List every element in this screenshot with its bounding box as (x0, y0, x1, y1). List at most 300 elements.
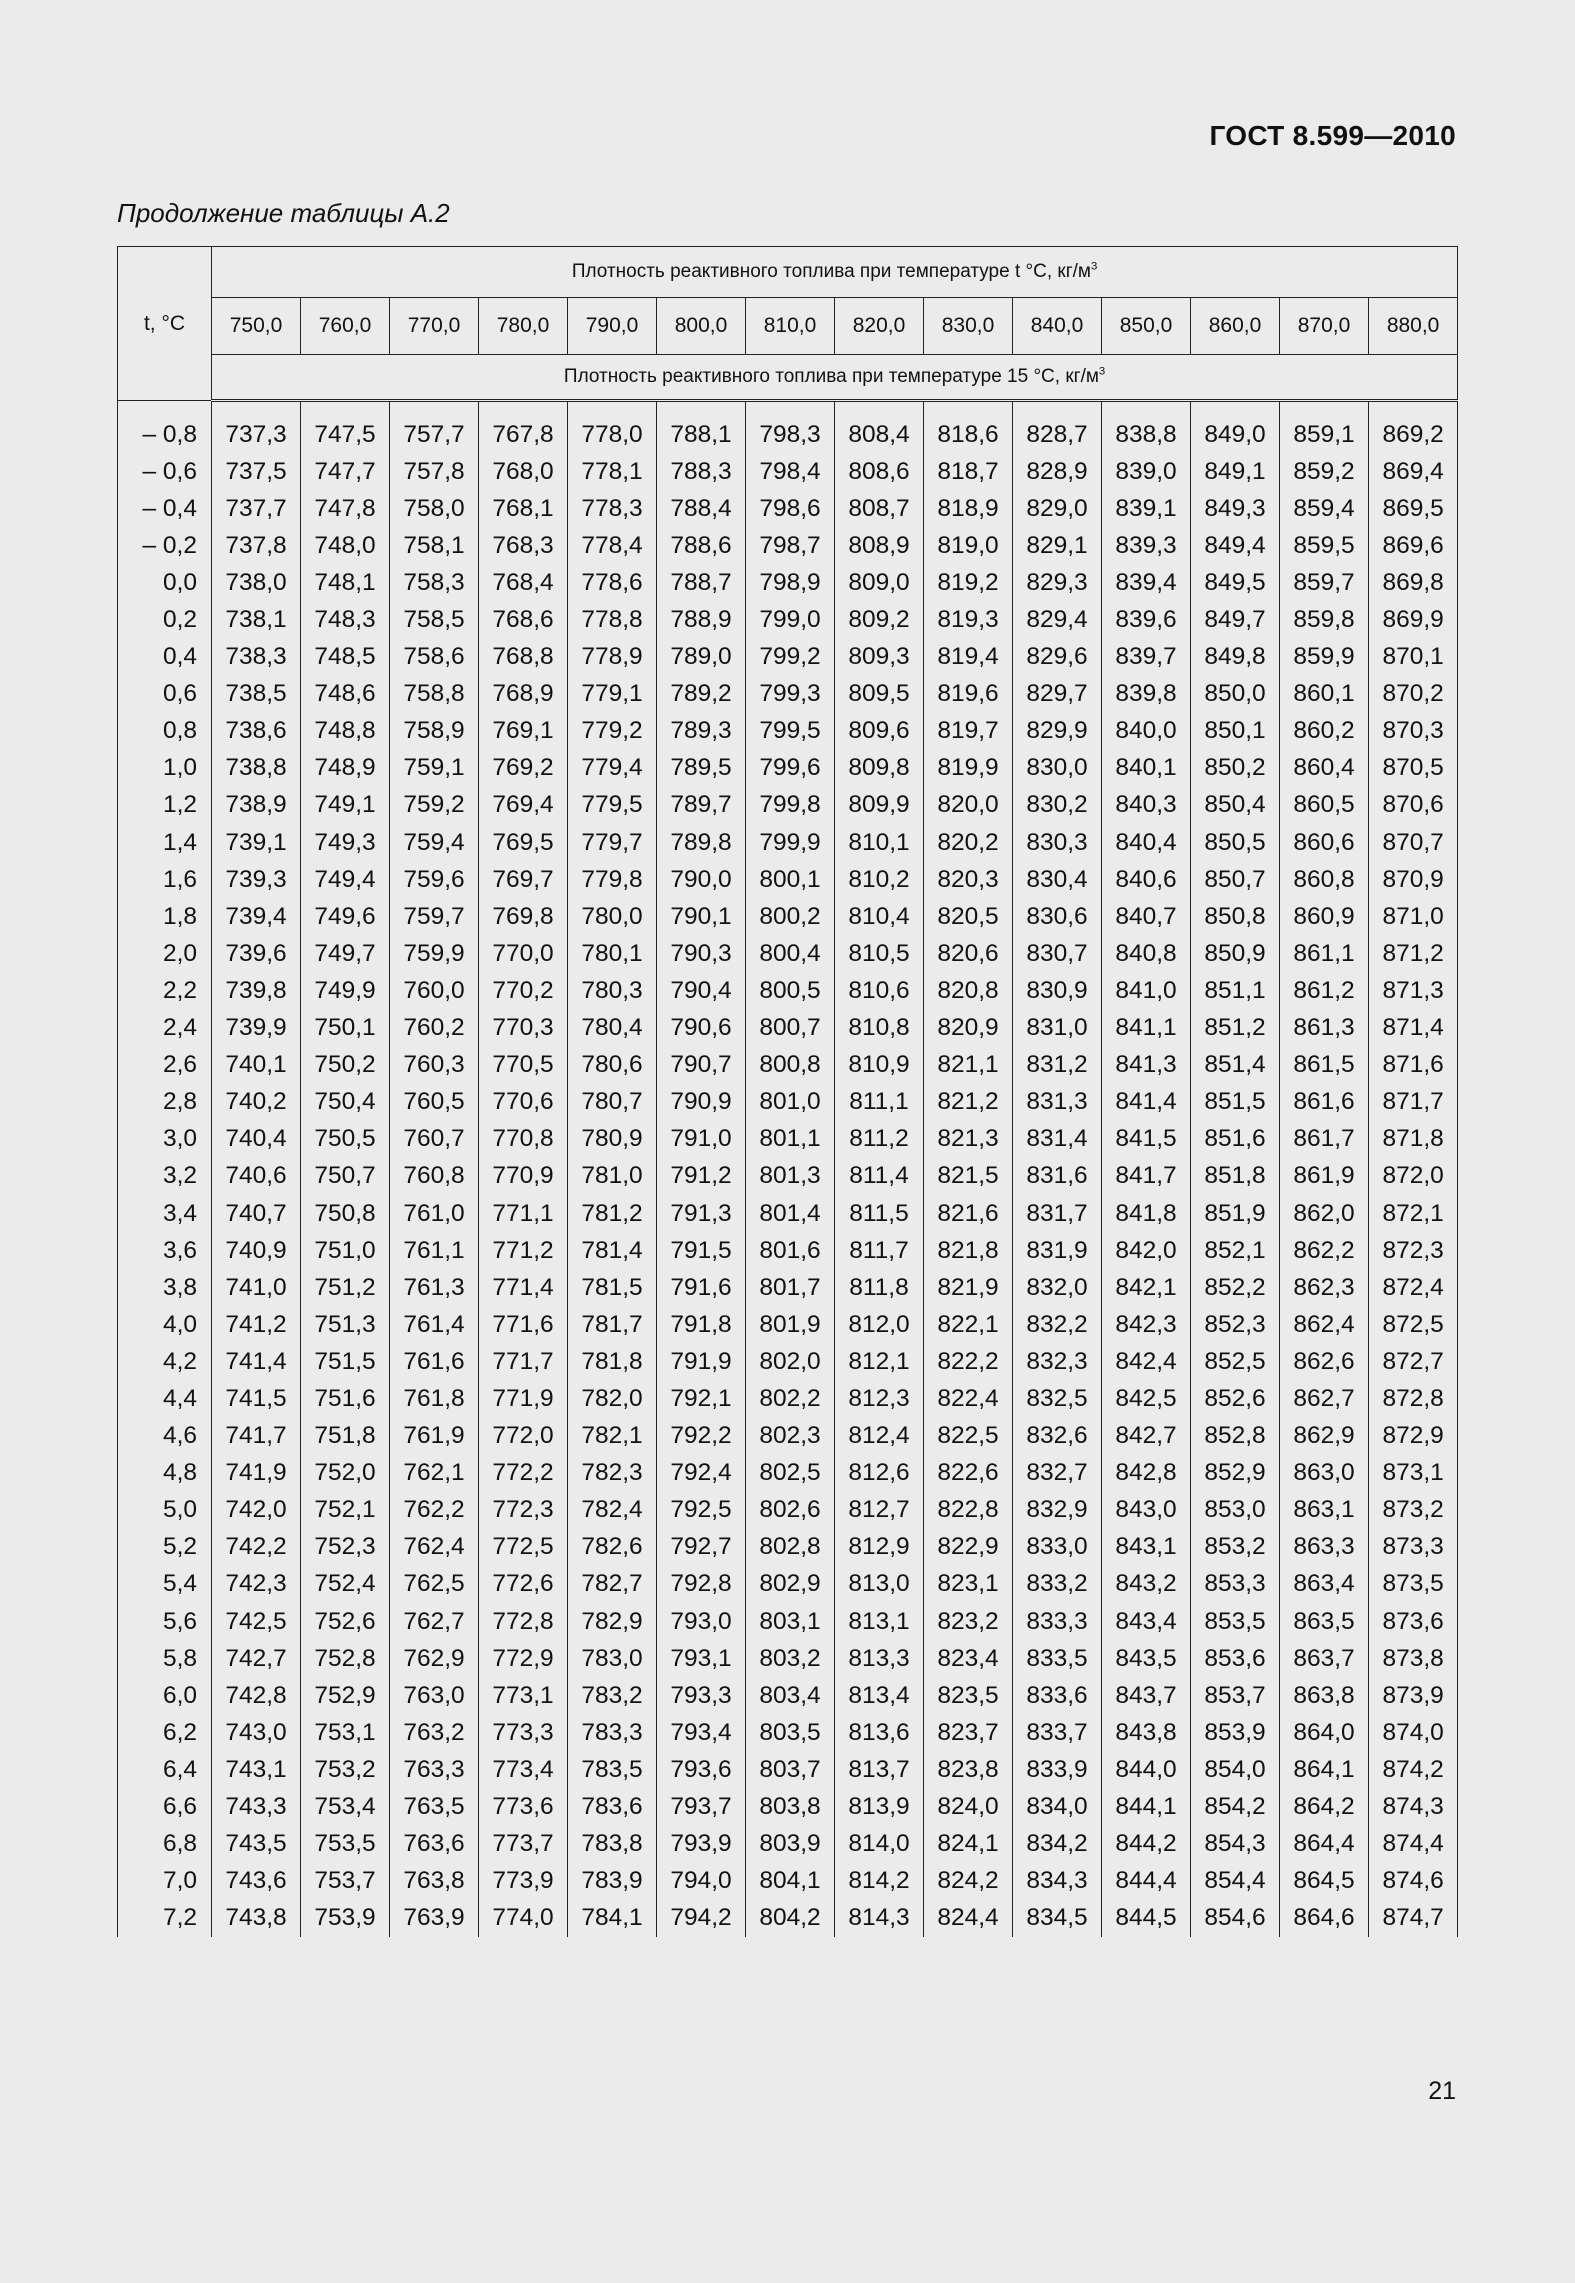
table-row (118, 787, 1458, 824)
density-cell: 808,6 (835, 453, 924, 490)
density-cell: 773,1 (479, 1677, 568, 1714)
density-cell: 773,9 (479, 1863, 568, 1900)
density-cell: 768,4 (479, 564, 568, 601)
density-cell: 871,4 (1369, 1010, 1458, 1047)
density-cell: 762,2 (390, 1492, 479, 1529)
density-cell: 849,5 (1191, 564, 1280, 601)
density-cell: 873,1 (1369, 1455, 1458, 1492)
density-cell: 790,3 (657, 935, 746, 972)
density-column-header: 770,0 (390, 298, 479, 355)
bottom-header-sup: 3 (1098, 365, 1106, 378)
density-cell: 739,1 (212, 824, 301, 861)
density-cell: 844,5 (1102, 1900, 1191, 1937)
table-row (118, 1269, 1458, 1306)
density-cell: 742,2 (212, 1529, 301, 1566)
density-cell: 790,4 (657, 972, 746, 1009)
density-column-header: 880,0 (1369, 298, 1458, 355)
density-cell: 874,4 (1369, 1826, 1458, 1863)
density-cell: 769,7 (479, 861, 568, 898)
density-cell: 801,6 (746, 1232, 835, 1269)
density-cell: 872,5 (1369, 1306, 1458, 1343)
density-cell: 772,8 (479, 1603, 568, 1640)
density-cell: 869,6 (1369, 527, 1458, 564)
temperature-cell: 1,0 (118, 750, 212, 787)
density-cell: 737,7 (212, 490, 301, 527)
density-cell: 861,1 (1280, 935, 1369, 972)
density-cell: 843,7 (1102, 1677, 1191, 1714)
temperature-cell: 3,4 (118, 1195, 212, 1232)
density-cell: 853,5 (1191, 1603, 1280, 1640)
density-cell: 748,9 (301, 750, 390, 787)
density-cell: 781,5 (568, 1269, 657, 1306)
density-cell: 870,2 (1369, 676, 1458, 713)
density-cell: 818,6 (924, 416, 1013, 453)
density-cell: 833,6 (1013, 1677, 1102, 1714)
density-cell: 813,7 (835, 1751, 924, 1788)
density-cell: 790,1 (657, 898, 746, 935)
density-cell: 747,8 (301, 490, 390, 527)
table-spacer-row (118, 401, 1458, 417)
density-cell: 753,5 (301, 1826, 390, 1863)
density-cell: 761,6 (390, 1343, 479, 1380)
density-cell: 829,7 (1013, 676, 1102, 713)
density-cell: 840,8 (1102, 935, 1191, 972)
density-cell: 761,4 (390, 1306, 479, 1343)
density-cell: 779,1 (568, 676, 657, 713)
density-cell: 829,4 (1013, 601, 1102, 638)
density-cell: 789,3 (657, 713, 746, 750)
density-cell: 741,4 (212, 1343, 301, 1380)
density-cell: 841,0 (1102, 972, 1191, 1009)
table-row (118, 1232, 1458, 1269)
density-cell: 757,8 (390, 453, 479, 490)
table-row (118, 898, 1458, 935)
density-cell: 819,0 (924, 527, 1013, 564)
temperature-cell: 4,8 (118, 1455, 212, 1492)
density-cell: 763,6 (390, 1826, 479, 1863)
density-cell: 849,0 (1191, 416, 1280, 453)
density-cell: 864,5 (1280, 1863, 1369, 1900)
density-cell: 778,1 (568, 453, 657, 490)
density-cell: 840,1 (1102, 750, 1191, 787)
density-cell: 871,7 (1369, 1084, 1458, 1121)
temperature-cell: 4,2 (118, 1343, 212, 1380)
table-row (118, 1492, 1458, 1529)
density-cell: 791,0 (657, 1121, 746, 1158)
density-cell: 821,3 (924, 1121, 1013, 1158)
density-column-header: 800,0 (657, 298, 746, 355)
density-cell: 809,2 (835, 601, 924, 638)
table-row (118, 1158, 1458, 1195)
density-cell: 841,5 (1102, 1121, 1191, 1158)
density-cell: 811,7 (835, 1232, 924, 1269)
density-cell: 771,2 (479, 1232, 568, 1269)
density-cell: 793,7 (657, 1788, 746, 1825)
density-cell: 750,2 (301, 1047, 390, 1084)
density-cell: 841,4 (1102, 1084, 1191, 1121)
density-cell: 861,5 (1280, 1047, 1369, 1084)
density-cell: 802,5 (746, 1455, 835, 1492)
density-cell: 752,8 (301, 1640, 390, 1677)
density-cell: 743,5 (212, 1826, 301, 1863)
temperature-cell: 0,6 (118, 676, 212, 713)
density-cell: 829,3 (1013, 564, 1102, 601)
density-cell: 792,7 (657, 1529, 746, 1566)
density-cell: 753,7 (301, 1863, 390, 1900)
table-row (118, 1603, 1458, 1640)
density-cell: 871,6 (1369, 1047, 1458, 1084)
density-cell: 780,9 (568, 1121, 657, 1158)
density-cell: 813,4 (835, 1677, 924, 1714)
density-cell: 793,4 (657, 1714, 746, 1751)
density-cell: 752,3 (301, 1529, 390, 1566)
density-cell: 853,6 (1191, 1640, 1280, 1677)
table-row (118, 861, 1458, 898)
density-cell: 824,4 (924, 1900, 1013, 1937)
density-cell: 789,7 (657, 787, 746, 824)
density-cell: 739,3 (212, 861, 301, 898)
density-cell: 793,6 (657, 1751, 746, 1788)
density-cell: 800,2 (746, 898, 835, 935)
density-cell: 862,7 (1280, 1380, 1369, 1417)
density-cell: 834,3 (1013, 1863, 1102, 1900)
density-cell: 772,0 (479, 1418, 568, 1455)
density-cell: 870,9 (1369, 861, 1458, 898)
density-column-header: 830,0 (924, 298, 1013, 355)
density-cell: 753,9 (301, 1900, 390, 1937)
density-cell: 791,6 (657, 1269, 746, 1306)
density-cell: 808,9 (835, 527, 924, 564)
density-cell: 779,5 (568, 787, 657, 824)
density-cell: 813,0 (835, 1566, 924, 1603)
density-cell: 747,5 (301, 416, 390, 453)
density-cell: 772,9 (479, 1640, 568, 1677)
temperature-cell: 6,6 (118, 1788, 212, 1825)
density-cell: 872,9 (1369, 1418, 1458, 1455)
density-cell: 803,5 (746, 1714, 835, 1751)
density-cell: 792,4 (657, 1455, 746, 1492)
density-cell: 854,3 (1191, 1826, 1280, 1863)
density-cell: 760,0 (390, 972, 479, 1009)
density-cell: 862,4 (1280, 1306, 1369, 1343)
density-cell: 850,1 (1191, 713, 1280, 750)
density-cell: 770,8 (479, 1121, 568, 1158)
density-cell: 820,5 (924, 898, 1013, 935)
density-cell: 768,9 (479, 676, 568, 713)
density-cell: 769,8 (479, 898, 568, 935)
density-cell: 783,3 (568, 1714, 657, 1751)
density-cell: 772,2 (479, 1455, 568, 1492)
density-cell: 862,0 (1280, 1195, 1369, 1232)
table-row (118, 601, 1458, 638)
density-cell: 818,7 (924, 453, 1013, 490)
density-cell: 812,3 (835, 1380, 924, 1417)
density-cell: 741,5 (212, 1380, 301, 1417)
density-cell: 822,8 (924, 1492, 1013, 1529)
density-cell: 810,6 (835, 972, 924, 1009)
density-cell: 768,0 (479, 453, 568, 490)
density-cell: 822,2 (924, 1343, 1013, 1380)
density-cell: 822,6 (924, 1455, 1013, 1492)
density-cell: 862,9 (1280, 1418, 1369, 1455)
spacer-cell (1013, 401, 1102, 417)
density-cell: 821,6 (924, 1195, 1013, 1232)
density-cell: 758,6 (390, 639, 479, 676)
density-cell: 833,7 (1013, 1714, 1102, 1751)
density-cell: 829,1 (1013, 527, 1102, 564)
density-cell: 814,3 (835, 1900, 924, 1937)
temperature-cell: 7,0 (118, 1863, 212, 1900)
density-cell: 783,9 (568, 1863, 657, 1900)
density-cell: 741,0 (212, 1269, 301, 1306)
density-cell: 750,7 (301, 1158, 390, 1195)
density-cell: 850,0 (1191, 676, 1280, 713)
table-row (118, 1084, 1458, 1121)
density-cell: 799,8 (746, 787, 835, 824)
density-cell: 873,8 (1369, 1640, 1458, 1677)
density-cell: 751,3 (301, 1306, 390, 1343)
density-cell: 801,0 (746, 1084, 835, 1121)
density-cell: 770,0 (479, 935, 568, 972)
density-cell: 771,7 (479, 1343, 568, 1380)
table-row (118, 1195, 1458, 1232)
density-cell: 799,6 (746, 750, 835, 787)
density-cell: 763,5 (390, 1788, 479, 1825)
density-cell: 760,8 (390, 1158, 479, 1195)
density-cell: 773,3 (479, 1714, 568, 1751)
density-cell: 803,4 (746, 1677, 835, 1714)
density-cell: 831,7 (1013, 1195, 1102, 1232)
density-cell: 830,3 (1013, 824, 1102, 861)
density-cell: 770,5 (479, 1047, 568, 1084)
density-cell: 873,3 (1369, 1529, 1458, 1566)
density-cell: 869,5 (1369, 490, 1458, 527)
density-cell: 823,5 (924, 1677, 1013, 1714)
density-cell: 801,3 (746, 1158, 835, 1195)
density-cell: 751,5 (301, 1343, 390, 1380)
table-row (118, 527, 1458, 564)
density-cell: 863,7 (1280, 1640, 1369, 1677)
density-cell: 759,4 (390, 824, 479, 861)
temperature-cell: 5,2 (118, 1529, 212, 1566)
density-cell: 840,4 (1102, 824, 1191, 861)
temperature-cell: – 0,6 (118, 453, 212, 490)
temperature-cell: 7,2 (118, 1900, 212, 1937)
density-cell: 828,7 (1013, 416, 1102, 453)
density-cell: 768,6 (479, 601, 568, 638)
density-cell: 861,7 (1280, 1121, 1369, 1158)
density-cell: 792,2 (657, 1418, 746, 1455)
density-cell: 809,6 (835, 713, 924, 750)
density-cell: 782,7 (568, 1566, 657, 1603)
density-cell: 791,5 (657, 1232, 746, 1269)
density-cell: 778,6 (568, 564, 657, 601)
density-cell: 860,6 (1280, 824, 1369, 861)
density-cell: 788,9 (657, 601, 746, 638)
density-cell: 749,7 (301, 935, 390, 972)
density-cell: 811,5 (835, 1195, 924, 1232)
density-cell: 864,4 (1280, 1826, 1369, 1863)
density-cell: 737,5 (212, 453, 301, 490)
table-row (118, 1306, 1458, 1343)
density-cell: 831,2 (1013, 1047, 1102, 1084)
density-cell: 743,1 (212, 1751, 301, 1788)
density-cell: 791,9 (657, 1343, 746, 1380)
density-cell: 842,1 (1102, 1269, 1191, 1306)
density-cell: 753,4 (301, 1788, 390, 1825)
density-cell: 798,4 (746, 453, 835, 490)
density-cell: 740,7 (212, 1195, 301, 1232)
density-cell: 792,5 (657, 1492, 746, 1529)
density-cell: 812,7 (835, 1492, 924, 1529)
temperature-cell: 2,4 (118, 1010, 212, 1047)
table-row (118, 639, 1458, 676)
density-cell: 851,5 (1191, 1084, 1280, 1121)
density-cell: 801,7 (746, 1269, 835, 1306)
density-cell: 813,3 (835, 1640, 924, 1677)
table-row (118, 1677, 1458, 1714)
density-cell: 852,3 (1191, 1306, 1280, 1343)
density-cell: 870,6 (1369, 787, 1458, 824)
density-cell: 839,6 (1102, 601, 1191, 638)
density-cell: 789,0 (657, 639, 746, 676)
top-header-sup: 3 (1091, 260, 1098, 273)
density-cell: 810,8 (835, 1010, 924, 1047)
density-cell: 742,3 (212, 1566, 301, 1603)
density-cell: 863,3 (1280, 1529, 1369, 1566)
density-cell: 747,7 (301, 453, 390, 490)
density-cell: 743,3 (212, 1788, 301, 1825)
temperature-cell: – 0,2 (118, 527, 212, 564)
spacer-cell (657, 401, 746, 417)
density-cell: 852,2 (1191, 1269, 1280, 1306)
spacer-cell (1369, 401, 1458, 417)
density-cell: 843,8 (1102, 1714, 1191, 1751)
density-cell: 780,1 (568, 935, 657, 972)
density-cell: 760,5 (390, 1084, 479, 1121)
density-cell: 843,5 (1102, 1640, 1191, 1677)
temperature-cell: 6,8 (118, 1826, 212, 1863)
density-cell: 843,0 (1102, 1492, 1191, 1529)
density-cell: 820,6 (924, 935, 1013, 972)
table-row (118, 750, 1458, 787)
density-cell: 869,2 (1369, 416, 1458, 453)
density-cell: 831,9 (1013, 1232, 1102, 1269)
density-cell: 839,0 (1102, 453, 1191, 490)
density-cell: 851,1 (1191, 972, 1280, 1009)
density-cell: 843,2 (1102, 1566, 1191, 1603)
temperature-cell: 6,2 (118, 1714, 212, 1751)
density-cell: 748,6 (301, 676, 390, 713)
density-cell: 824,2 (924, 1863, 1013, 1900)
density-cell: 822,1 (924, 1306, 1013, 1343)
density-cell: 841,7 (1102, 1158, 1191, 1195)
density-cell: 832,6 (1013, 1418, 1102, 1455)
density-cell: 832,3 (1013, 1343, 1102, 1380)
density-cell: 821,1 (924, 1047, 1013, 1084)
density-column-header: 790,0 (568, 298, 657, 355)
density-cell: 781,8 (568, 1343, 657, 1380)
density-cell: 753,2 (301, 1751, 390, 1788)
density-cell: 872,3 (1369, 1232, 1458, 1269)
density-cell: 800,4 (746, 935, 835, 972)
density-cell: 780,4 (568, 1010, 657, 1047)
spacer-cell (1191, 401, 1280, 417)
density-cell: 849,7 (1191, 601, 1280, 638)
density-cell: 844,4 (1102, 1863, 1191, 1900)
density-cell: 849,3 (1191, 490, 1280, 527)
density-cell: 812,4 (835, 1418, 924, 1455)
density-cell: 749,3 (301, 824, 390, 861)
density-cell: 748,0 (301, 527, 390, 564)
density-cell: 784,1 (568, 1900, 657, 1937)
density-cell: 783,6 (568, 1788, 657, 1825)
density-cell: 788,6 (657, 527, 746, 564)
density-cell: 799,3 (746, 676, 835, 713)
density-cell: 801,4 (746, 1195, 835, 1232)
density-cell: 874,3 (1369, 1788, 1458, 1825)
table-row (118, 1010, 1458, 1047)
density-cell: 771,6 (479, 1306, 568, 1343)
density-cell: 760,2 (390, 1010, 479, 1047)
density-cell: 844,2 (1102, 1826, 1191, 1863)
density-cell: 758,5 (390, 601, 479, 638)
density-cell: 798,7 (746, 527, 835, 564)
table-row (118, 1529, 1458, 1566)
density-cell: 833,2 (1013, 1566, 1102, 1603)
density-cell: 752,9 (301, 1677, 390, 1714)
table-row (118, 824, 1458, 861)
density-cell: 762,7 (390, 1603, 479, 1640)
density-cell: 789,2 (657, 676, 746, 713)
density-cell: 738,9 (212, 787, 301, 824)
spacer-cell (301, 401, 390, 417)
temperature-cell: 3,8 (118, 1269, 212, 1306)
table-row (118, 972, 1458, 1009)
spacer-cell (568, 401, 657, 417)
density-cell: 809,0 (835, 564, 924, 601)
temperature-cell: 0,0 (118, 564, 212, 601)
density-cell: 781,4 (568, 1232, 657, 1269)
density-cell: 769,1 (479, 713, 568, 750)
density-cell: 799,2 (746, 639, 835, 676)
table-row (118, 1566, 1458, 1603)
density-cell: 803,8 (746, 1788, 835, 1825)
density-cell: 738,1 (212, 601, 301, 638)
density-cell: 748,5 (301, 639, 390, 676)
density-cell: 800,8 (746, 1047, 835, 1084)
density-cell: 770,9 (479, 1158, 568, 1195)
density-cell: 789,5 (657, 750, 746, 787)
table-row (118, 713, 1458, 750)
density-cell: 822,5 (924, 1418, 1013, 1455)
density-cell: 864,1 (1280, 1751, 1369, 1788)
density-cell: 761,1 (390, 1232, 479, 1269)
density-cell: 840,6 (1102, 861, 1191, 898)
density-cell: 869,4 (1369, 453, 1458, 490)
density-cell: 853,2 (1191, 1529, 1280, 1566)
density-cell: 834,0 (1013, 1788, 1102, 1825)
density-cell: 788,4 (657, 490, 746, 527)
density-cell: 834,5 (1013, 1900, 1102, 1937)
density-cell: 860,9 (1280, 898, 1369, 935)
density-cell: 772,6 (479, 1566, 568, 1603)
density-cell: 748,8 (301, 713, 390, 750)
density-cell: 842,5 (1102, 1380, 1191, 1417)
density-cell: 874,7 (1369, 1900, 1458, 1937)
density-column-header: 810,0 (746, 298, 835, 355)
density-cell: 750,1 (301, 1010, 390, 1047)
